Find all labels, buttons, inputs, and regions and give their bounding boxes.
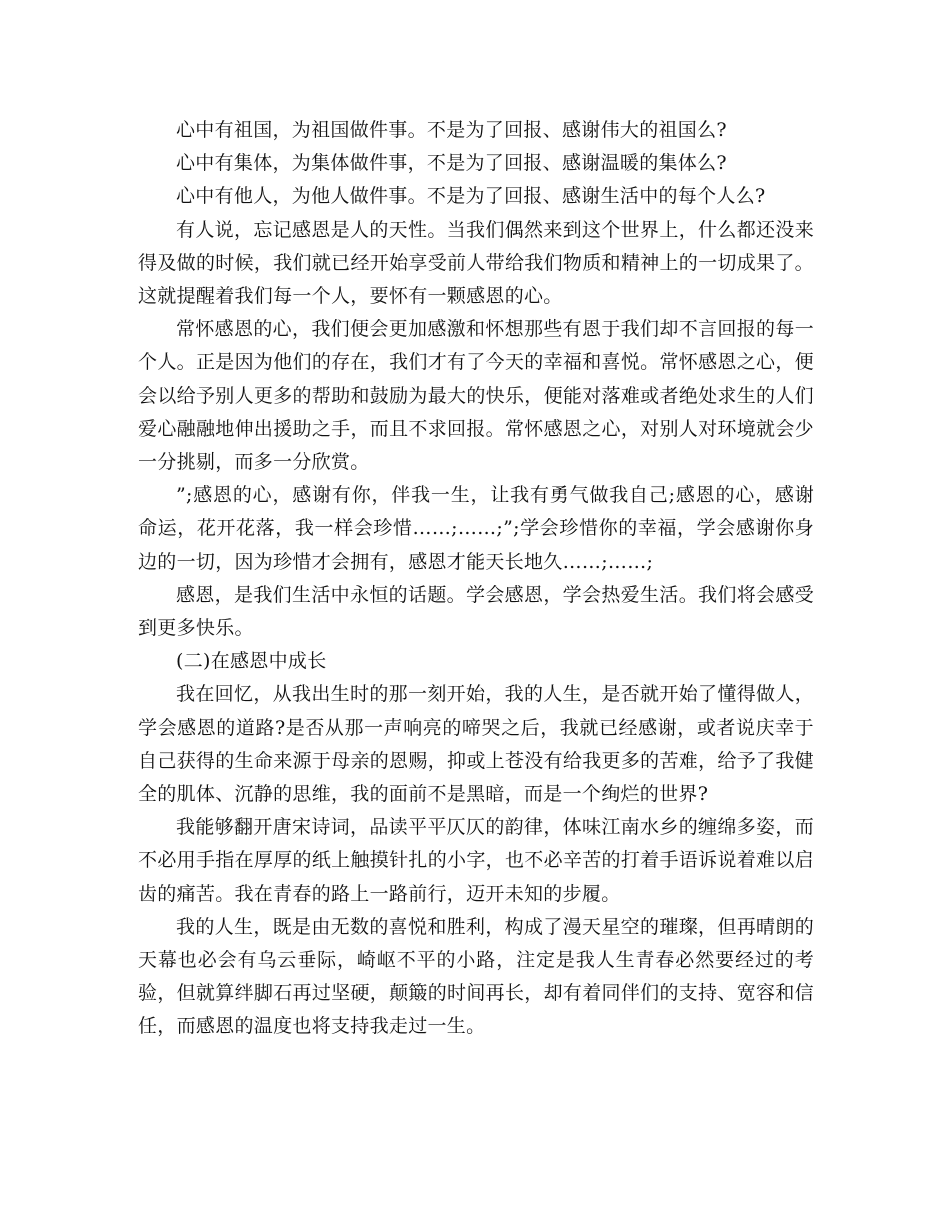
paragraph-song-lyrics: ”;感恩的心，感谢有你，伴我一生，让我有勇气做我自己;感恩的心，感谢命运，花开花落，我一样会珍惜……;……;”;学会珍惜你的幸福，学会感谢你身边的一切，因为珍惜才会拥有，感恩才能天长地久……;……; [138,484,814,573]
paragraph-grateful-heart: 常怀感恩的心，我们便会更加感激和怀想那些有恩于我们却不言回报的每一个人。正是因为他们的存在，我们才有了今天的幸福和喜悦。常怀感恩之心，便会以给予别人更多的帮助和鼓励为最大的快乐，便能对落难或者绝处求生的人们爱心融融地伸出援助之手，而且不求回报。常怀感恩之心，对别人对环境就会少一分挑剔，而多一分欣赏。 [138,318,814,474]
section-heading: (二)在感恩中成长 [176,650,327,673]
paragraph-poetry: 我能够翻开唐宋诗词，品读平平仄仄的韵律，体味江南水乡的缠绵多姿，而不必用手指在厚厚的纸上触摸针扎的小字，也不必辛苦的打着手语诉说着难以启齿的痛苦。我在青春的路上一路前行，迈开未知的步履。 [138,816,814,905]
paragraph-collective: 心中有集体，为集体做件事，不是为了回报、感谢温暖的集体么? [176,152,727,175]
paragraph-recollection: 我在回忆，从我出生时的那一刻开始，我的人生，是否就开始了懂得做人，学会感恩的道路?是否从那一声响亮的啼哭之后，我就已经感谢，或者说庆幸于自己获得的生命来源于母亲的恩赐，抑或上苍没有给我更多的苦难，给予了我健全的肌体、沉静的思维，我的面前不是黑暗，而是一个绚烂的世界? [138,683,814,806]
paragraph-eternal-topic: 感恩，是我们生活中永恒的话题。学会感恩，学会热爱生活。我们将会感受到更多快乐。 [138,583,814,640]
paragraph-nature-of-gratitude: 有人说，忘记感恩是人的天性。当我们偶然来到这个世界上，什么都还没来得及做的时候，我们就已经开始享受前人带给我们物质和精神上的一切成果了。这就提醒着我们每一个人，要怀有一颗感恩的心。 [138,218,814,308]
paragraph-life-journey: 我的人生，既是由无数的喜悦和胜利，构成了漫天星空的璀璨，但再晴朗的天幕也必会有乌云垂际，崎岖不平的小路，注定是我人生青春必然要经过的考验，但就算绊脚石再过坚硬，颠簸的时间再长，却有着同伴们的支持、宽容和信任，而感恩的温度也将支持我走过一生。 [138,915,814,1038]
document-body [138,114,814,1044]
paragraph-motherland: 心中有祖国，为祖国做件事。不是为了回报、感谢伟大的祖国么? [176,119,727,141]
paragraph-others: 心中有他人，为他人做件事。不是为了回报、感谢生活中的每个人么? [176,185,766,208]
